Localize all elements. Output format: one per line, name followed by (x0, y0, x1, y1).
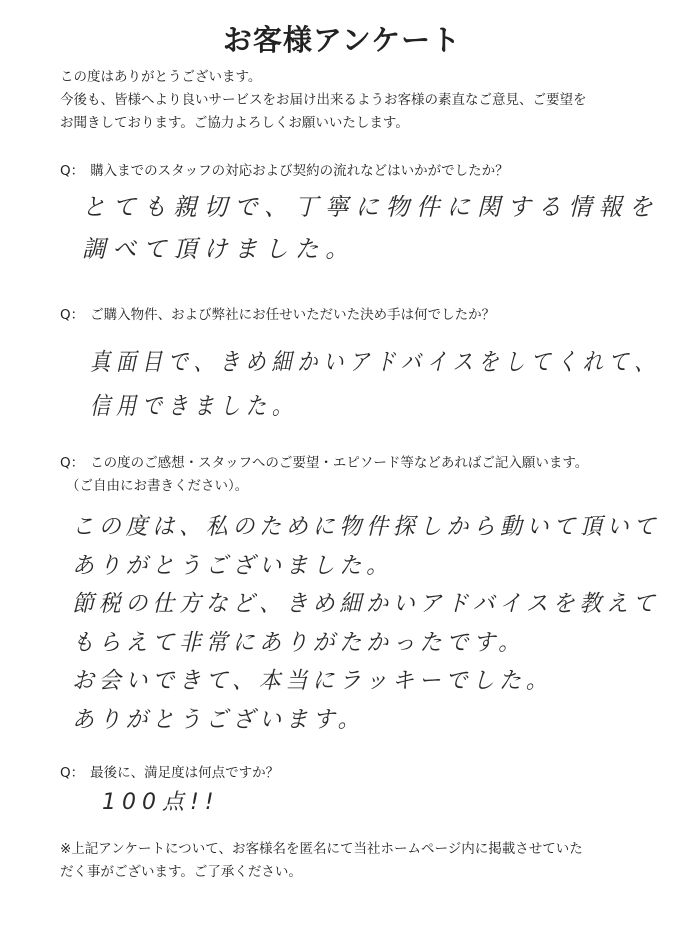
question-text: 最後に、満足度は何点ですか？ (90, 765, 280, 781)
answer-1 (82, 186, 671, 270)
answer-4 (102, 788, 220, 818)
intro-text (60, 66, 660, 135)
question-1 (60, 160, 509, 182)
question-prefix: Q： (60, 765, 85, 781)
question-text: この度のご感想・スタッフへのご要望・エピソード等などあればご記入願います。 (90, 455, 589, 471)
question-3-note: （ご自由にお書きください）。 (66, 478, 249, 494)
handwritten-line: 真面目で、きめ細かいアドバイスをしてくれて、 (90, 348, 661, 376)
handwritten-line: 信用できました。 (90, 392, 298, 420)
handwritten-line: もらえて非常にありがたかったです。 (72, 629, 525, 656)
handwritten-line: 節税の仕方など、きめ細かいアドバイスを教えて (72, 591, 660, 617)
handwritten-line: お会いできて、本当にラッキーでした。 (72, 668, 553, 694)
question-text: 購入までのスタッフの対応および契約の流れなどはいかがでしたか？ (90, 163, 509, 179)
question-text: ご購入物件、および弊社にお任せいただいた決め手は何でしたか？ (90, 307, 496, 323)
handwritten-line: この度は、私のために物件探しから動いて頂いて (72, 514, 661, 540)
handwritten-line: 100点!! (102, 790, 220, 815)
handwritten-line: ありがとうございます。 (72, 706, 365, 733)
footer-line: だく事がございます。ご了承ください。 (60, 864, 302, 880)
question-prefix: Q： (60, 455, 85, 471)
footer-note (60, 838, 660, 884)
question-2 (60, 304, 495, 326)
question-3 (60, 452, 588, 474)
question-4 (60, 762, 279, 784)
question-prefix: Q： (60, 307, 85, 323)
handwritten-line: とても親切で、丁寧に物件に関する情報を (82, 193, 660, 221)
intro-line: この度はありがとうございます。 (60, 69, 262, 85)
answer-2 (90, 340, 684, 428)
handwritten-line: 調べて頂けました。 (82, 235, 356, 263)
handwritten-line: ありがとうございました。 (72, 552, 393, 579)
intro-line: お聞きしております。ご協力よろしくお願いいたします。 (60, 115, 409, 131)
page-title: お客様アンケート (222, 23, 462, 57)
footer-line: ※上記アンケートについて、お客様名を匿名にて当社ホームページ内に掲載させていた (60, 841, 583, 857)
intro-line: 今後も、皆様へより良いサービスをお届け出来るようお客様の素直なご意見、ご要望を (60, 92, 587, 108)
question-prefix: Q： (60, 163, 85, 179)
answer-3 (72, 508, 684, 739)
